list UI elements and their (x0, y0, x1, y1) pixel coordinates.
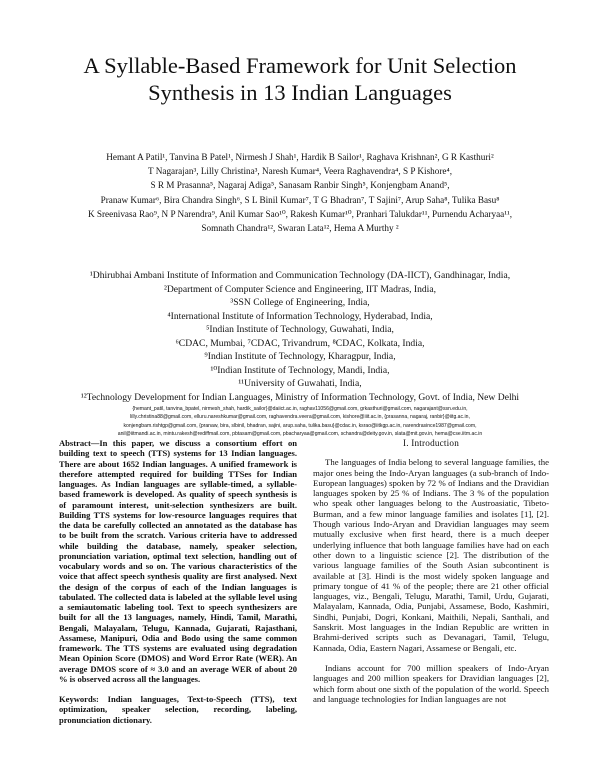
section-heading: I. Introduction (402, 438, 460, 448)
author-line: Pranaw Kumar⁶, Bira Chandra Singh⁶, S L Binil Kumar⁷, T G Bhadran⁷, T Sajini⁷, Arup Saha⁸, Tulika Basu⁸ (100, 194, 500, 205)
email-line: {hemant_patil, tanvina_bpatel, nirmesh_shah, hardik_sailor}@daiict.ac.in, raghav11056@gmail.com, grkasthuri@gmail.com, nagarajant@ssn.edu.in, (132, 406, 468, 412)
title-line-2: Synthesis in 13 Indian Languages (148, 80, 452, 105)
abstract-column (59, 438, 297, 725)
affiliation-line: ¹²Technology Development for Indian Languages, Ministry of Information Technology, Govt. of India, New Delhi (80, 391, 520, 403)
author-line: S R M Prasanna⁵, Nagaraj Adiga⁵, Sanasam Ranbir Singh⁵, Konjengbam Anand⁵, (150, 180, 450, 191)
author-line: Somnath Chandra¹², Swaran Lata¹², Hema A Murthy ² (201, 223, 399, 234)
author-line: Hemant A Patil¹, Tanvina B Patel¹, Nirmesh J Shah¹, Hardik B Sailor¹, Raghava Krishnan², G R Kasthuri² (106, 152, 494, 162)
author-line: T Nagarajan³, Lilly Christina³, Naresh Kumar⁴, Veera Raghavendra⁴, S P Kishore⁴, (147, 166, 453, 177)
paper-title (20, 52, 580, 106)
email-line: konjengbam.rishtgp@gmail.com, {pranaw, bira, slbinil, bhadran, sajini, arup.saha, tulika.basu}@cdac.in, ksrao@iitkgp.ac.in, narendrasince1987@gmail.com, (123, 422, 477, 429)
affiliation-line: ¹⁰Indian Institute of Technology, Mandi, India, (210, 364, 390, 376)
affiliation-list (20, 269, 580, 404)
affiliation-line: ³SSN College of Engineering, India, (230, 297, 370, 308)
author-list (20, 150, 580, 235)
affiliation-line: ⁵Indian Institute of Technology, Guwahati, India, (206, 324, 394, 335)
affiliation-line: ²Department of Computer Science and Engineering, IIT Madras, India, (163, 283, 437, 295)
affiliation-line: ⁴International Institute of Information Technology, Hyderabad, India, (167, 310, 433, 322)
email-line: lilly.christina88@gmail.com, elluru.nareshkumar@gmail.com, raghavendra.veera@gmail.com, kishore@iiit.ac.in, {prasanna, nagaraj, ranbir}@iitg.ac.in, (130, 414, 470, 421)
affiliation-line: ¹Dhirubhai Ambani Institute of Information and Communication Technology (DA-IICT), Gandhinagar, India, (89, 270, 511, 281)
introduction-column (313, 438, 549, 704)
affiliation-line: ⁶CDAC, Mumbai, ⁷CDAC, Trivandrum, ⁸CDAC, Kolkata, India, (175, 337, 425, 349)
affiliation-line: ¹¹University of Guwahati, India, (238, 378, 362, 389)
email-list (20, 405, 580, 439)
email-line: anil@iitmandi.ac.in, mintu.rakesh@rediffmail.com, pbtasam@gmail.com, pbacharyaa@gmail.com, schandra@deity.gov.in, slata@mit.gov.in, hema@cse.iitm.ac.in (117, 431, 483, 438)
abstract-text: Abstract—In this paper, we discuss a consortium effort on building text to speech (TTS) systems for 13 Indian languages. There are about 1652 Indian languages. A unified framework is therefore attempted required for building TTSes for Indian languages. As Indian languages are syllable-timed, a syllable- based framework is developed. As quality of speech synthesis is of paramount interest, unit-selection synthesizers are built. Building TTS systems for low-resource languages requires that the data be carefully collected an annotated as the database has to be built from the scratch. Various criteria have to addressed while building the database, namely, speaker selection, pronunciation variation, optimal text selection, handling out of vocabulary words and so on. The various characteristics of the voice that affect speech synthesis quality are first analysed. Next the design of the corpus of each of the Indian languages is tabulated. The collected data is labeled at the syllable level using a semiautomatic labeling tool. Text to speech synthesizers are built for all the 13 languages, namely, Hindi, Tamil, Marathi, Bengali, Malayalam, Telugu, Kannada, Gujarati, Rajasthani, Assamese, Manipuri, Odia and Bodo using the same common framework. The TTS systems are evaluated using degradation Mean Opinion Score (DMOS) and Word Error Rate (WER). An average DMOS score of ≈ 3.0 and an average WER of about 20 % is observed across all the languages. (59, 438, 298, 684)
intro-paragraph-2: Indians account for 700 million speakers of Indo-Aryan languages and 200 million speakers for Dravidian languages [2], which form about one sixth of the population of the world. Speech and language technologies for Indian languages are not (313, 662, 550, 704)
affiliation-line: ⁹Indian Institute of Technology, Kharagpur, India, (204, 351, 396, 362)
author-line: K Sreenivasa Rao⁹, N P Narendra⁹, Anil Kumar Sao¹⁰, Rakesh Kumar¹⁰, Pranhari Talukdar¹¹, Purnendu Acharyaa¹¹, (87, 208, 513, 219)
title-line-1: A Syllable-Based Framework for Unit Selection (83, 53, 517, 78)
intro-paragraph-1: The languages of India belong to several language families, the major ones being the Indo-Aryan languages (a sub-branch of Indo-European languages) spoken by 72 % of Indians and the Dravidian languages spoken by 25 % of Indians. The 3 % of the population who speak other languages belong to the Austroasiatic, Tibeto-Burman, and a few minor language families and isolates [1], [2]. Though various Indo-Aryan and Dravidian languages may seem mutually exclusive when first heard, there is a much deeper underlying influence that both language families have had on each other down to a linguistic science [2]. The distribution of the various language families of the South Asian subcontinent is available at [3]. Hindi is the most widely spoken language and primary tongue of 41 % of the people; there are 21 other official languages, viz., Bengali, Telugu, Marathi, Tamil, Urdu, Gujarati, Malayalam, Kannada, Odia, Punjabi, Assamese, Bodo, Kashmiri, Sindhi, Punjabi, Dogri, Konkani, Maithili, Nepali, Santhali, and Sanskrit. Most languages in the Indian Republic are written in Brahmi-derived scripts such as Devanagari, Tamil, Telugu, Kannada, Odia, Eastern Nagari, Assamese or Bengali, etc. (313, 457, 550, 653)
keywords: Keywords: Indian languages, Text-to-Speech (TTS), text optimization, speaker selection, recording, labeling, pronunciation dictionary. (59, 694, 297, 725)
